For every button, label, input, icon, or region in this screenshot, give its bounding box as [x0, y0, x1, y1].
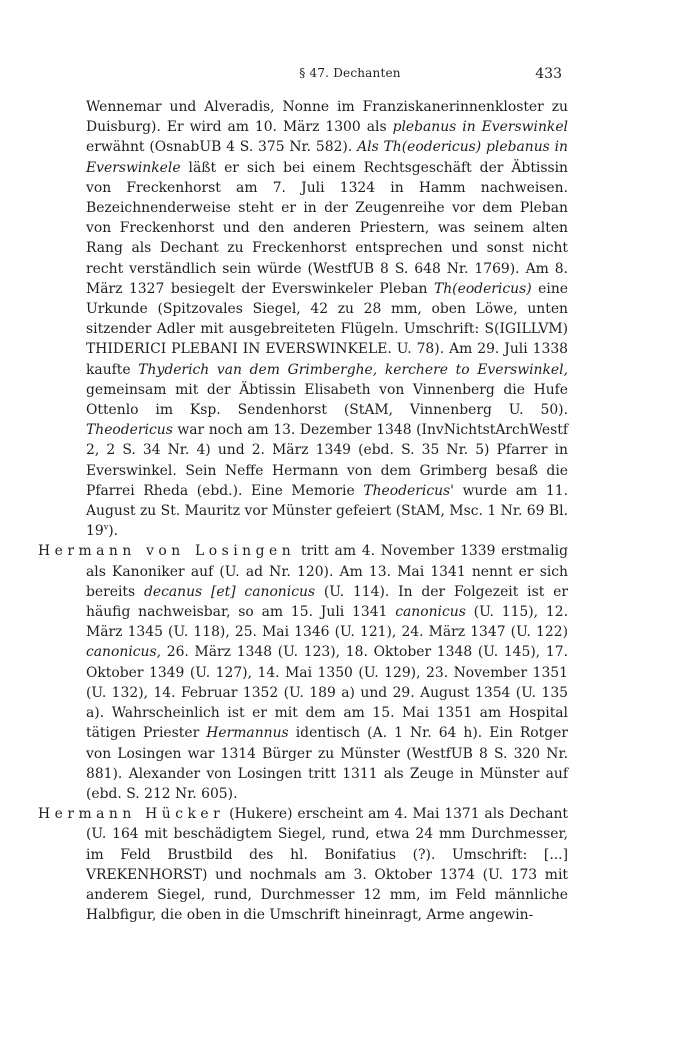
italic-quote: Theodericus [86, 422, 173, 439]
superscript: v [103, 522, 109, 532]
italic-quote: Th(eodericus) [433, 280, 532, 297]
entry-name: Hermann von Losingen [38, 543, 296, 560]
text-run: (U. 115), 12. März 1345 (U. 118), 25. Mai 1346 (U. 121), 24. März 1347 (U. 122) [86, 604, 568, 641]
italic-quote: decanus [et] canonicus [143, 583, 316, 600]
page-number: 433 [535, 66, 562, 82]
text-run: Wennemar und Alveradis, Nonne im Franziskanerinnenkloster zu Duisburg). Er wird am 10. März 1300 als [86, 99, 568, 136]
text-run: 26. März 1348 (U. 123), 18. Oktober 1348 (U. 145), 17. Oktober 1349 (U. 127), 14. Mai 1350 (U. 129), 23. November 1351 (U. 132), 14. Februar 1352 (U. 189 a) und 29. August 1354 (U. 135 a). Wahrscheinlich ist er mit dem am 15. Mai 1351 am Hospital tätigen Priester [86, 644, 568, 742]
entry-hermann-von-losingen [38, 541, 568, 804]
paragraph-grimberg-continuation [38, 97, 568, 541]
italic-quote: canonicus [395, 604, 466, 621]
text-run: läßt er sich bei einem Rechtsgeschäft der Äbtissin von Freckenhorst am 7. Juli 1324 in Hamm nachweisen. Bezeichnenderweise steht er in der Zeugenreihe vor dem Pleban von Freckenhorst und den anderen Priestern, was seinem alten Rang als Dechant zu Freckenhorst entsprechen und sonst nicht recht verständlich sein würde (WestfUB 8 S. 648 Nr. 1769). Am 8. März 1327 besiegelt der Everswinkeler Pleban [86, 159, 568, 297]
entry-name: Hermann Hücker [38, 806, 225, 823]
text-run: gemeinsam mit der Äbtissin Elisabeth von Vinnenberg die Hufe Ottenlo im Ksp. Sendenhorst (StAM, Vinnenberg U. 50). [86, 381, 568, 419]
italic-quote: Theodericus' [363, 482, 454, 499]
text-run: (U. 114). In der Folgezeit ist er häufig nachweisbar, so am 15. Juli 1341 [86, 583, 568, 621]
text-run: eine Urkunde (Spitzovales Siegel, 42 zu 28 mm, oben Löwe, unten sitzender Adler mit ausgebreiteten Flügeln. Umschrift: S(IGILLVM) THIDERICI PLEBANI IN EVERSWINKELE. U. 78). Am 29. Juli 1338 kaufte [86, 280, 568, 378]
italic-quote: Thyderich van dem Grimberghe, kerchere to Everswinkel, [138, 361, 568, 378]
text-run: erwähnt (OsnabUB 4 S. 375 Nr. 582). [86, 139, 358, 156]
text-run: tritt am 4. November 1339 erstmalig als Kanoniker auf (U. ad Nr. 120). Am 13. Mai 1341 nennt er sich bereits [86, 543, 568, 600]
page-header [0, 66, 700, 90]
italic-quote: canonicus, [86, 644, 162, 661]
text-run: identisch (A. 1 Nr. 64 h). Ein Rotger von Losingen war 1314 Bürger zu Münster (WestfUB 8 S. 320 Nr. 881). Alexander von Losingen tritt 1311 als Zeuge in Münster auf (ebd. S. 212 Nr. 605). [86, 725, 569, 802]
italic-quote: plebanus in Everswinkel [392, 119, 568, 136]
italic-quote: Als Th(eodericus) plebanus in Everswinkele [86, 139, 568, 176]
text-run: (Hukere) erscheint am 4. Mai 1371 als Dechant (U. 164 mit beschädigtem Siegel, rund, etwa 24 mm Durchmesser, im Feld Brustbild des hl. Bonifatius (?). Umschrift: [...] VREKENHORST) und nochmals am 3. Oktober 1374 (U. 173 mit anderem Siegel, rund, Durchmesser 12 mm, im Feld männliche Halbfigur, die oben in die Umschrift hineinragt, Arme angewin- [86, 806, 569, 924]
text-run: ). [108, 523, 119, 540]
text-run: wurde am 11. August zu St. Mauritz vor Münster gefeiert (StAM, Msc. 1 Nr. 69 Bl. 19 [86, 482, 568, 540]
text-run: war noch am 13. Dezember 1348 (InvNichtstArchWestf 2, 2 S. 34 Nr. 4) und 2. März 1349 (ebd. S. 35 Nr. 5) Pfarrer in Everswinkel. Sein Neffe Hermann von dem Grimberg besaß die Pfarrei Rheda (ebd.). Eine Memorie [86, 422, 568, 499]
entry-hermann-hucker [38, 804, 568, 925]
body-text [38, 97, 568, 925]
running-head: § 47. Dechanten [299, 66, 401, 80]
italic-quote: Hermannus [206, 725, 289, 742]
